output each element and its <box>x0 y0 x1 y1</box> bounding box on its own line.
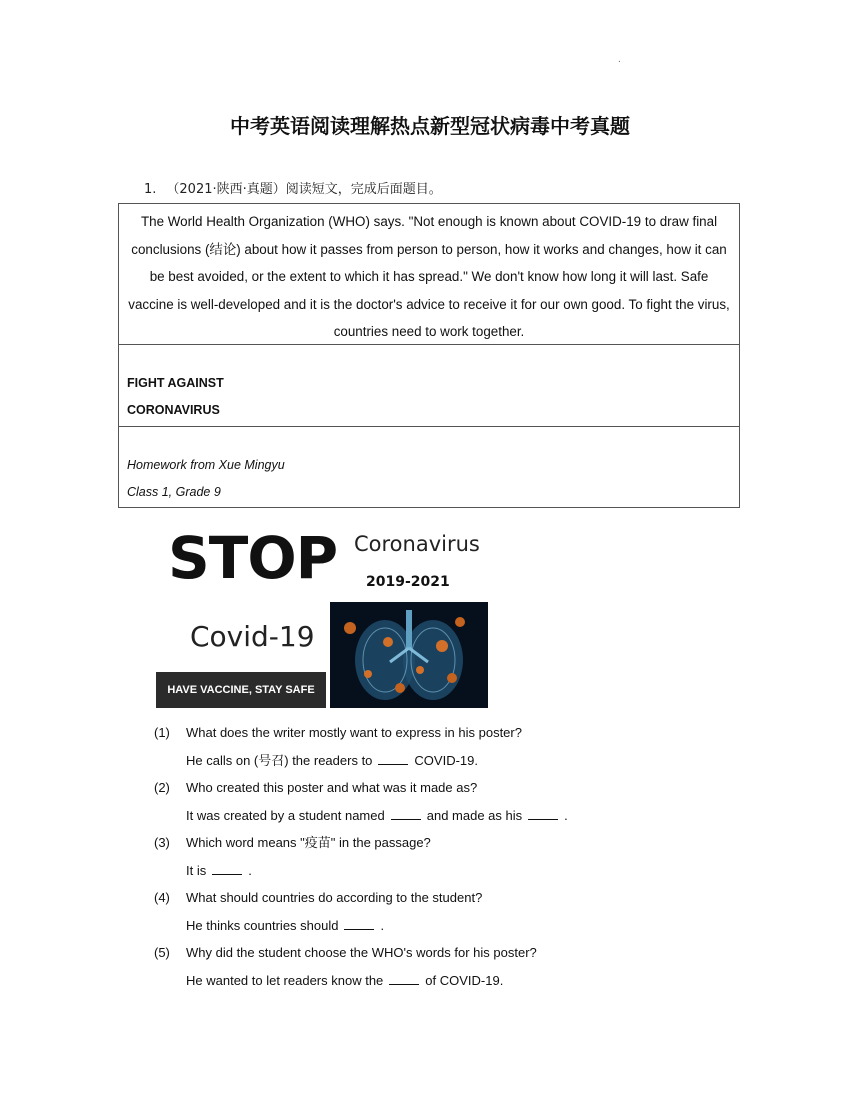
author-box <box>118 426 740 508</box>
answer-suffix: of COVID-19. <box>425 972 504 988</box>
answer-prefix: It is <box>186 862 207 878</box>
question-number: (2) <box>154 780 170 795</box>
answer-prefix: He thinks countries should <box>186 917 339 933</box>
answer-prefix: He calls on (号召) the readers to <box>186 752 373 768</box>
question-text: What should countries do according to the student? <box>186 890 483 905</box>
question-source: （2021·陕西·真题）阅读短文，完成后面题目。 <box>166 182 442 197</box>
answer-blank[interactable] <box>378 752 408 765</box>
poster-heading-box <box>118 344 740 427</box>
question-number: (5) <box>154 945 170 960</box>
question-number: (3) <box>154 835 170 850</box>
lungs-virus-icon <box>330 602 488 708</box>
answer-suffix: COVID-19. <box>414 752 478 768</box>
answer-text <box>186 857 252 885</box>
answer-text <box>186 747 478 775</box>
question-text: What does the writer mostly want to express in his poster? <box>186 725 522 740</box>
question-header <box>144 178 442 197</box>
page-title: 中考英语阅读理解热点新型冠状病毒中考真题 <box>230 114 630 138</box>
poster-coronavirus-text: Coronavirus <box>354 532 480 556</box>
answer-middle: and made as his <box>426 807 523 823</box>
question-text: Why did the student choose the WHO's words for his poster? <box>186 945 537 960</box>
passage-text: The World Health Organization (WHO) says. "Not enough is known about COVID-19 to draw final conclusions (结论) about how it passes from person to person, how it works and changes, how it can be best avoided, or the extent to which it has spread." We don't know how long it will last. Safe vaccine is well-developed and it is the doctor's advice to receive it for our own good. To fight the virus, countries need to work together. <box>128 214 730 339</box>
question-text: Who created this poster and what was it made as? <box>186 780 478 795</box>
question-text: Which word means "疫苗" in the passage? <box>186 835 431 850</box>
answer-suffix: . <box>248 862 252 878</box>
poster-years-text: 2019-2021 <box>366 574 450 590</box>
answer-suffix: . <box>380 917 385 933</box>
answer-blank[interactable] <box>528 807 558 820</box>
answer-prefix: It was created by a student named <box>186 807 385 823</box>
answer-blank[interactable] <box>391 807 421 820</box>
passage-box <box>118 203 740 345</box>
answer-text <box>186 912 384 940</box>
answer-prefix: He wanted to let readers know the <box>186 972 384 988</box>
poster-image <box>150 520 510 716</box>
poster-covid-text: Covid-19 <box>190 620 315 653</box>
question-number: 1. <box>144 182 157 197</box>
poster-stop-text: STOP <box>168 524 338 592</box>
answer-text <box>186 802 568 830</box>
author-line2: Class 1, Grade 9 <box>127 485 221 499</box>
poster-banner: HAVE VACCINE, STAY SAFE <box>156 672 326 708</box>
poster-heading-line1: FIGHT AGAINST <box>127 376 224 390</box>
answer-blank[interactable] <box>389 972 419 985</box>
answer-blank[interactable] <box>344 917 374 930</box>
answer-blank[interactable] <box>212 862 242 875</box>
header-mark: . <box>618 54 621 65</box>
question-number: (1) <box>154 725 170 740</box>
poster-heading-line2: CORONAVIRUS <box>127 403 220 417</box>
answer-text <box>186 967 503 995</box>
answer-suffix: . <box>564 807 568 823</box>
author-line1: Homework from Xue Mingyu <box>127 458 285 472</box>
question-number: (4) <box>154 890 170 905</box>
